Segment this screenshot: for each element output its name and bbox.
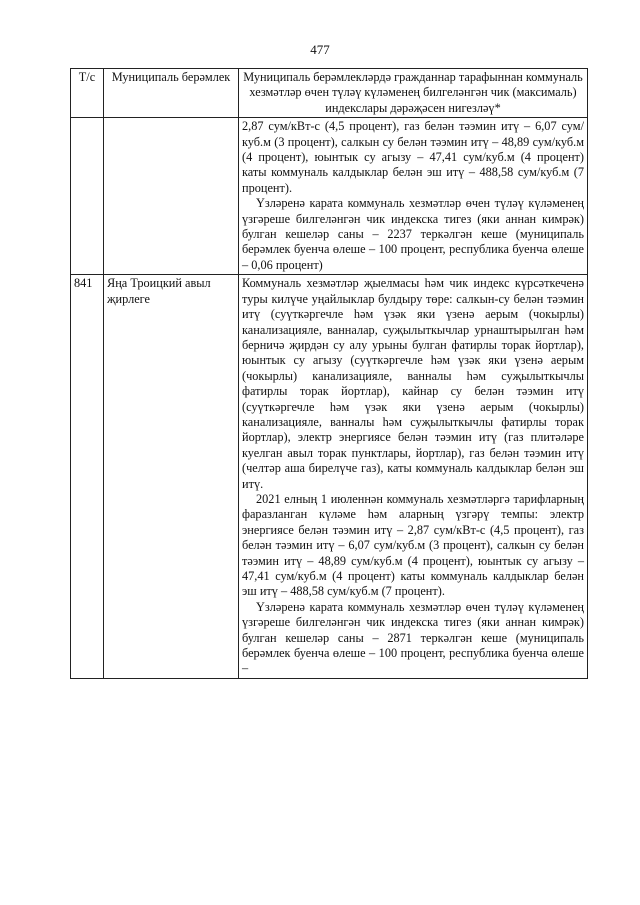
table-row [71, 118, 588, 275]
table-header-row [71, 69, 588, 118]
header-municipality: Муниципаль берәмлек [104, 69, 239, 118]
paragraph: 2,87 сум/кВт-с (4,5 процент), газ белән тәэмин итү – 6,07 сум/куб.м (3 процент), салкын су белән тәэмин итү – 48,89 сум/куб.м (4 процент), юынтык су агызу – 47,41 сум/куб.м (4 процент) каты коммуналь калдыклар белән эш итү – 488,58 сум/куб.м (7 процент). [242, 119, 584, 195]
paragraph: 2021 елның 1 июленнән коммуналь хезмәтләргә тарифларның фаразланган күләме һәм аларның үзгәрү темпы: электр энергиясе белән тәэмин итү – 2,87 сум/кВт-с (4,5 процент), газ белән тәэмин итү – 6,07 сум/куб.м (3 процент), салкын су белән тәэмин итү – 48,89 сум/куб.м (4 процент), юынтык су агызу – 47,41 сум/куб.м (4 процент) каты коммуналь калдыклар белән эш итү – 488,58 сум/куб.м (7 процент). [242, 491, 584, 599]
header-justification: Муниципаль берәмлекләрдә гражданнар тарафыннан коммуналь хезмәтләр өчен түләү күләменең билгеләнгән чик (максималь) индекслары дәрәҗәсен нигезләү* [239, 69, 588, 118]
row-justification [239, 275, 588, 679]
paragraph: Үзләренә карата коммуналь хезмәтләр өчен түләү күләменең үзгәреше билгеләнгән чик индекска тигез (яки аннан кимрәк) булган кешеләр саны – 2237 теркәлгән кеше (муниципаль берәмлек буенча өлеше – 100 процент, республика буенча өлеше – 0,06 процент) [242, 196, 584, 272]
row-municipality [104, 118, 239, 275]
table-row [71, 275, 588, 679]
row-municipality: Яңа Троицкий авыл җирлеге [104, 275, 239, 679]
row-justification [239, 118, 588, 275]
paragraph: Үзләренә карата коммуналь хезмәтләр өчен түләү күләменең үзгәреше билгеләнгән чик индекска тигез (яки аннан кимрәк) булган кешеләр саны – 2871 теркәлгән кеше (муниципаль берәмлек буенча өлеше – 100 процент, республика буенча өлеше – [242, 599, 584, 676]
header-number: Т/с [71, 69, 104, 118]
row-number: 841 [71, 275, 104, 679]
tariff-table [70, 68, 588, 679]
row-number [71, 118, 104, 275]
page-number: 477 [310, 42, 330, 57]
paragraph: Коммуналь хезмәтләр җыелмасы һәм чик индекс күрсәткеченә туры килүче уңайлыклар булдыру төре: салкын-су белән тәэмин итү (суүткәргечле һәм үзәк яки үзенә аерым (чокырлы) канализацияле, ванналар, суҗылыткычлар урнаштырылган һәм берничә җирдән су алу урыны булган фатирлы торак йортлар), юынтык су агызу (суүткәргечле һәм үзәк яки үзенә аерым (чокырлы) канализацияле, ванналы һәм суҗылыткычлы фатирлы торак йортлар), кайнар су белән тәэмин итү (суүткәргечле һәм үзәк яки үзенә аерым (чокырлы) канализацияле, ванналы һәм суҗылыткычлы фатирлы торак йортлар), электр энергиясе белән тәэмин итү (газ плитәләре куелган авыл торак пунктлары, йортлар), газ белән тәэмин итү (челтәр аша бирелүче газ), каты коммуналь калдыклар белән эш итү. [242, 276, 584, 491]
